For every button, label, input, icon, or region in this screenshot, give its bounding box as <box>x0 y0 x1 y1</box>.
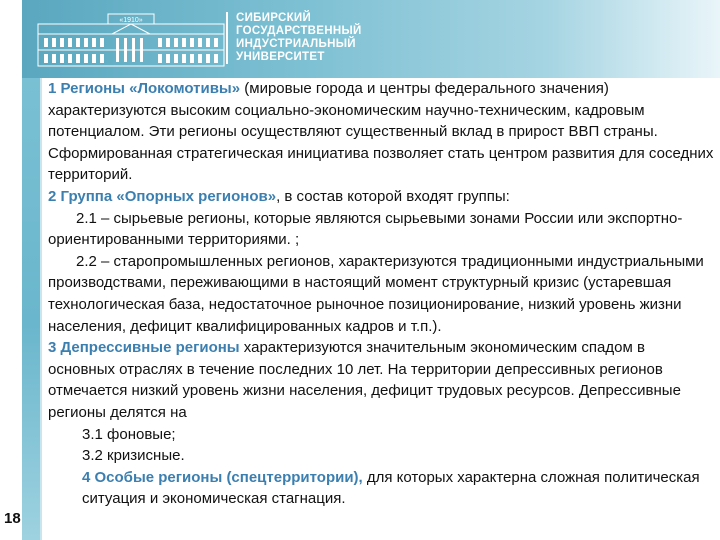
text-locomotives: (мировые города и центры федерального значения) характеризуются высоким социально-экономическим научно-техническим, кадровым потенциалом. Эти регионы осуществляют существенный вклад в прирост ВВП страны. Сформированная стратегическая инициатива позволяет стать центром развития для соседних территорий. <box>48 80 714 184</box>
paragraph-background: 3.1 фоновые; <box>82 425 176 443</box>
heading-special-regions: 4 Особые регионы (спецтерритории), <box>82 468 363 486</box>
text-support-regions: , в состав которой входят группы: <box>276 187 510 205</box>
heading-locomotives: 1 Регионы «Локомотивы» <box>48 80 241 97</box>
building-icon <box>36 10 226 68</box>
heading-depressed-regions: 3 Депрессивные регионы <box>48 339 240 357</box>
paragraph-raw-regions: 2.1 – сырьевые регионы, которые являются сырьевыми зонами России или экспортно-ориентированными территориями. ; <box>48 209 683 249</box>
header-banner <box>22 0 720 78</box>
left-stripe <box>0 0 24 540</box>
paragraph-crisis: 3.2 кризисные. <box>82 447 185 465</box>
university-name-line: ИНДУСТРИАЛЬНЫЙ <box>236 38 356 50</box>
heading-support-regions: 2 Группа «Опорных регионов» <box>48 187 277 205</box>
left-band <box>22 0 40 540</box>
text-depressed-regions: характеризуются значительным экономическим спадом в основных отраслях в течение последних 10 лет. На территории депрессивных регионов отмечается низкий уровень жизни населения, дефицит трудовых ресурсов. Депрессивные регионы делятся на <box>48 339 681 421</box>
text-special-regions: для которых характерна сложная политическая ситуация и экономическая стагнация. <box>82 468 700 508</box>
logo-divider <box>226 12 228 64</box>
year-mark: «1910» <box>119 17 143 24</box>
paragraph-support-regions <box>48 186 716 208</box>
university-name-line: ГОСУДАРСТВЕННЫЙ <box>236 25 362 37</box>
university-name <box>236 12 496 64</box>
paragraph-special-regions <box>48 467 716 510</box>
paragraph-depressed-regions <box>48 337 716 423</box>
page-number: 18 <box>4 510 21 527</box>
university-name-line: УНИВЕРСИТЕТ <box>236 51 325 63</box>
slide-body <box>48 78 716 510</box>
paragraph-locomotives <box>48 78 716 186</box>
university-name-line: СИБИРСКИЙ <box>236 12 312 24</box>
university-logo <box>36 10 226 68</box>
paragraph-old-industrial: 2.2 – старопромышленных регионов, характеризуются традиционными индустриальными производствами, переживающими в настоящий момент структурный кризис (устаревшая технологическая база, недостаточное рыночное позиционирование, низкий уровень жизни населения, дефицит квалифицированных кадров и т.п.). <box>48 252 704 335</box>
